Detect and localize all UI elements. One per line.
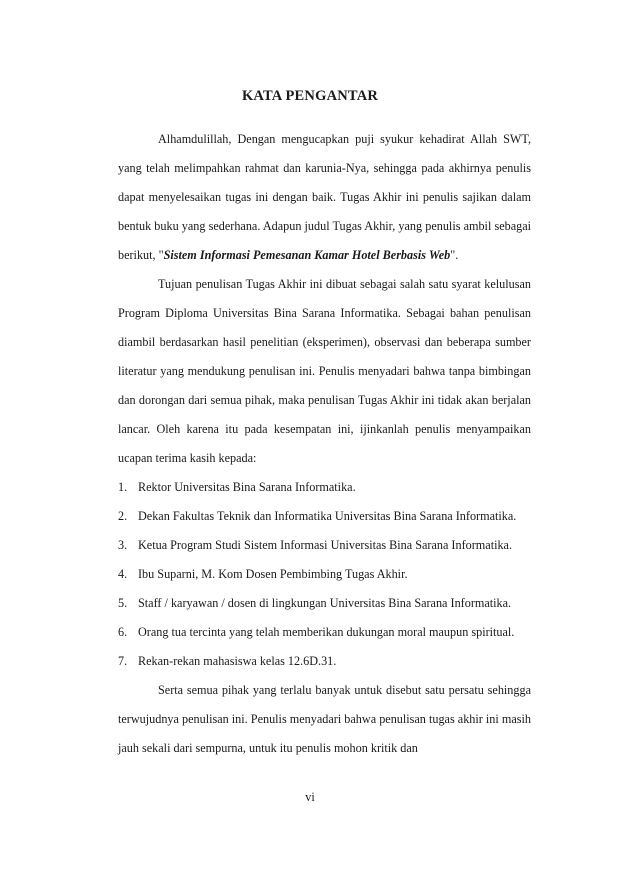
list-item-text: Ketua Program Studi Sistem Informasi Universitas Bina Sarana Informatika. bbox=[138, 538, 513, 552]
list-item-number: 5. bbox=[118, 596, 128, 610]
list-item bbox=[118, 589, 531, 618]
paragraph-intro-text: Alhamdulillah, Dengan mengucapkan puji syukur kehadirat Allah SWT, yang telah melimpahkan rahmat dan karunia-Nya, sehingga pada akhirnya penulis dapat menyelesaikan tugas ini dengan baik. Tugas Akhir ini penulis sajikan dalam bentuk buku yang sederhana. Adapun judul Tugas Akhir, yang penulis ambil sebagai berikut, " bbox=[118, 132, 531, 262]
list-item-text: Orang tua tercinta yang telah memberikan dukungan moral maupun spiritual. bbox=[138, 625, 515, 639]
page-number: vi bbox=[305, 790, 315, 804]
paragraph-purpose: Tujuan penulisan Tugas Akhir ini dibuat sebagai salah satu syarat kelulusan Program Diploma Universitas Bina Sarana Informatika. Sebagai bahan penulisan diambil berdasarkan hasil penelitian (eksperimen), observasi dan beberapa sumber literatur yang mendukung penulisan ini. Penulis menyadari bahwa tanpa bimbingan dan dorongan dari semua pihak, maka penulisan Tugas Akhir ini tidak akan berjalan lancar. Oleh karena itu pada kesempatan ini, ijinkanlah penulis menyampaikan ucapan terima kasih kepada: bbox=[118, 277, 531, 465]
list-item bbox=[118, 647, 531, 676]
list-item-text: Staff / karyawan / dosen di lingkungan Universitas Bina Sarana Informatika. bbox=[138, 596, 512, 610]
list-item bbox=[118, 560, 531, 589]
list-item-text: Rektor Universitas Bina Sarana Informatika. bbox=[138, 480, 356, 494]
list-item-text: Dekan Fakultas Teknik dan Informatika Universitas Bina Sarana Informatika. bbox=[138, 509, 517, 523]
paragraph-closing: Serta semua pihak yang terlalu banyak untuk disebut satu persatu sehingga terwujudnya penulisan ini. Penulis menyadari bahwa penulisan tugas akhir ini masih jauh sekali dari sempurna, untuk itu penulis mohon kritik dan bbox=[118, 683, 531, 755]
acknowledgement-list bbox=[118, 473, 531, 676]
list-item-number: 2. bbox=[118, 509, 128, 523]
list-item-text: Rekan-rekan mahasiswa kelas 12.6D.31. bbox=[138, 654, 337, 668]
list-item-number: 4. bbox=[118, 567, 128, 581]
list-item bbox=[118, 473, 531, 502]
paragraph-intro bbox=[118, 125, 531, 270]
list-item bbox=[118, 618, 531, 647]
page-title: KATA PENGANTAR bbox=[241, 88, 379, 104]
list-item-text: Ibu Suparni, M. Kom Dosen Pembimbing Tugas Akhir. bbox=[138, 567, 408, 581]
list-item-number: 7. bbox=[118, 654, 128, 668]
body-text bbox=[118, 125, 531, 763]
list-item bbox=[118, 502, 531, 531]
list-item-number: 3. bbox=[118, 538, 128, 552]
list-item-number: 6. bbox=[118, 625, 128, 639]
thesis-title: Sistem Informasi Pemesanan Kamar Hotel Berbasis Web bbox=[163, 248, 451, 262]
list-item-number: 1. bbox=[118, 480, 128, 494]
paragraph-intro-end: ". bbox=[450, 248, 459, 262]
list-item bbox=[118, 531, 531, 560]
